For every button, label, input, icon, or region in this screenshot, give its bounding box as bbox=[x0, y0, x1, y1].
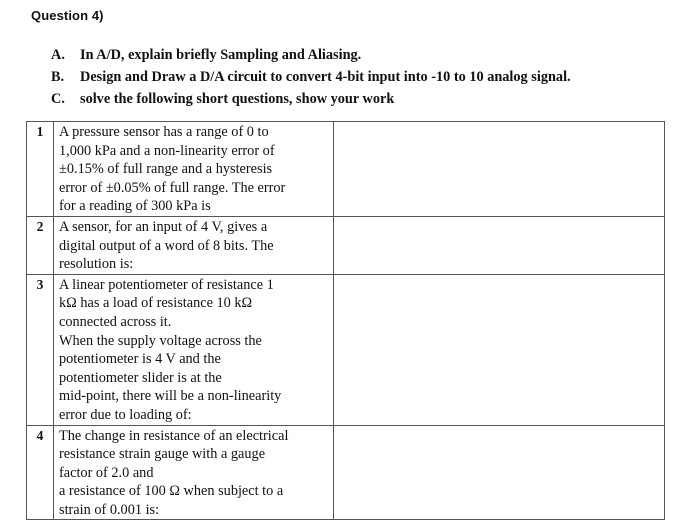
question-line: The change in resistance of an electrical bbox=[59, 427, 289, 444]
question-number: 1 bbox=[27, 122, 54, 217]
question-line: potentiometer is 4 V and the bbox=[59, 351, 221, 368]
answer-cell[interactable] bbox=[334, 274, 665, 425]
question-text bbox=[54, 122, 334, 217]
question-line: resolution is: bbox=[59, 256, 134, 273]
task-list bbox=[51, 44, 571, 110]
question-line: for a reading of 300 kPa is bbox=[59, 198, 211, 215]
question-line: kΩ has a load of resistance 10 kΩ bbox=[59, 295, 253, 312]
task-text: solve the following short questions, show your work bbox=[80, 91, 395, 107]
question-text bbox=[54, 425, 334, 520]
answer-cell[interactable] bbox=[334, 425, 665, 520]
question-line: factor of 2.0 and bbox=[59, 464, 154, 481]
question-line: potentiometer slider is at the bbox=[59, 369, 222, 386]
task-letter: A. bbox=[51, 47, 65, 63]
task-item bbox=[51, 44, 571, 66]
question-row bbox=[27, 216, 665, 274]
question-number: 3 bbox=[27, 274, 54, 425]
task-letter: C. bbox=[51, 91, 65, 107]
question-line: A sensor, for an input of 4 V, gives a bbox=[59, 218, 268, 235]
question-row bbox=[27, 425, 665, 520]
task-text: Design and Draw a D/A circuit to convert 4-bit input into -10 to 10 analog signal. bbox=[80, 69, 571, 85]
question-row bbox=[27, 122, 665, 217]
question-line: A pressure sensor has a range of 0 to bbox=[59, 124, 269, 140]
question-line: error due to loading of: bbox=[59, 406, 192, 423]
question-line: strain of 0.001 is: bbox=[59, 501, 160, 518]
question-line: mid-point, there will be a non-linearity bbox=[59, 388, 282, 405]
question-text bbox=[54, 274, 334, 425]
question-line: a resistance of 100 Ω when subject to a bbox=[59, 483, 284, 500]
answer-cell[interactable] bbox=[334, 122, 665, 217]
question-text bbox=[54, 216, 334, 274]
questions-table bbox=[26, 121, 665, 520]
task-item bbox=[51, 66, 571, 88]
question-line: A linear potentiometer of resistance 1 bbox=[59, 276, 274, 293]
question-line: 1,000 kPa and a non-linearity error of bbox=[59, 142, 275, 159]
question-line: resistance strain gauge with a gauge bbox=[59, 446, 266, 463]
question-line: connected across it. bbox=[59, 313, 172, 330]
question-line: digital output of a word of 8 bits. The bbox=[59, 237, 274, 254]
question-line: error of ±0.05% of full range. The error bbox=[59, 179, 286, 196]
task-item bbox=[51, 88, 571, 110]
task-text: In A/D, explain briefly Sampling and Aliasing. bbox=[80, 47, 362, 63]
answer-cell[interactable] bbox=[334, 216, 665, 274]
question-number: 4 bbox=[27, 425, 54, 520]
task-letter: B. bbox=[51, 69, 65, 85]
question-heading: Question 4) bbox=[31, 8, 104, 23]
question-line: ±0.15% of full range and a hysteresis bbox=[59, 161, 273, 178]
question-line: When the supply voltage across the bbox=[59, 332, 262, 349]
question-row bbox=[27, 274, 665, 425]
question-number: 2 bbox=[27, 216, 54, 274]
